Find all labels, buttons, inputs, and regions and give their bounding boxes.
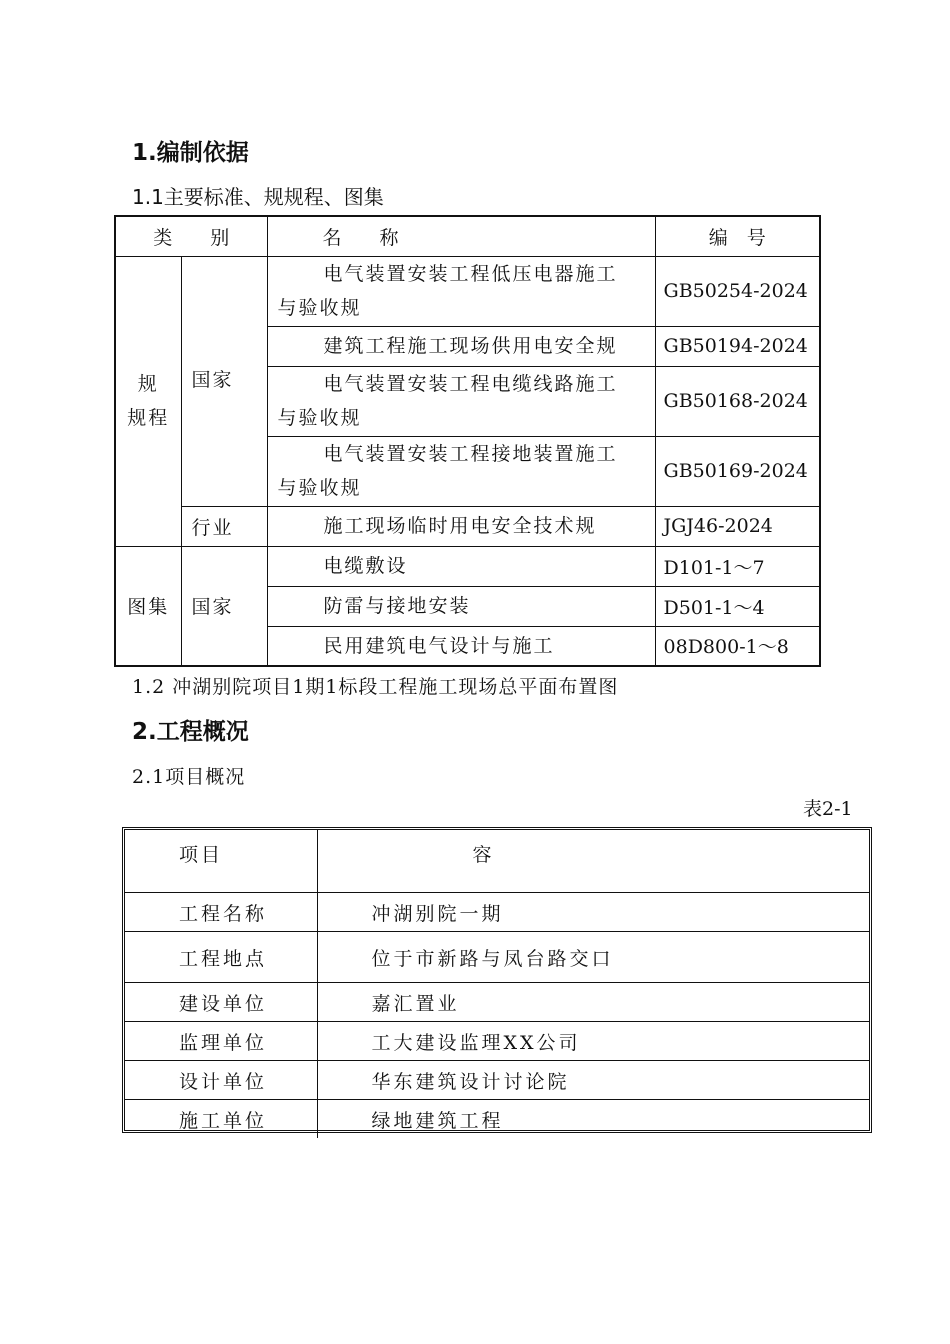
standard-code: D501-1～4 [655,586,820,626]
standard-code: D101-1～7 [655,546,820,586]
row-content: 冲湖别院一期 [317,893,869,932]
table-row [115,256,820,326]
header-name: 名 称 [267,216,655,256]
standard-name: 电气装置安装工程电缆线路施工 与验收规 [267,366,655,436]
standard-code: GB50254-2024 [655,256,820,326]
subcategory-national: 国家 [181,546,267,666]
standard-name: 电气装置安装工程低压电器施工 与验收规 [267,256,655,326]
standard-name: 施工现场临时用电安全技术规 [267,506,655,546]
row-item: 设计单位 [125,1061,317,1100]
table-row [125,1100,869,1139]
table-row [125,1061,869,1100]
standards-table [114,215,821,667]
row-content: 绿地建筑工程 [371,1109,504,1132]
standard-name: 防雷与接地安装 [267,586,655,626]
row-item: 工程地点 [125,932,317,983]
row-content: 工大建设监理XX公司 [317,1022,869,1061]
section-2-title: 2.工程概况 [132,719,249,745]
standard-code: GB50194-2024 [655,326,820,366]
row-content: 位于市新路与凤台路交口 [317,932,869,983]
row-item: 工程名称 [125,893,317,932]
row-content: 华东建筑设计讨论院 [317,1061,869,1100]
category-atlas: 图集 [115,546,181,666]
header-item: 项目 [125,830,317,893]
standard-name: 电缆敷设 [267,546,655,586]
standard-code: GB50169-2024 [655,436,820,506]
table-row [125,893,869,932]
standard-code: 08D800-1～8 [655,626,820,666]
standard-name: 建筑工程施工现场供用电安全规 [267,326,655,366]
standard-name: 电气装置安装工程接地装置施工 与验收规 [267,436,655,506]
category-regulation: 规 规程 [115,256,181,546]
row-item: 施工单位 [125,1100,317,1139]
header-code: 编 号 [655,216,820,256]
header-category: 类 别 [115,216,267,256]
table-row [115,546,820,586]
row-item: 监理单位 [125,1022,317,1061]
standard-code: GB50168-2024 [655,366,820,436]
table-row [125,1022,869,1061]
table-row [125,932,869,983]
table-row [125,983,869,1022]
section-1-2-title: 1.2 冲湖别院项目1期1标段工程施工现场总平面布置图 [132,676,619,698]
table-row [115,506,820,546]
table-label: 表2-1 [803,798,853,820]
section-1-title: 1.编制依据 [132,140,249,166]
standard-name: 民用建筑电气设计与施工 [267,626,655,666]
section-1-1-title: 1.1主要标准、规规程、图集 [132,185,384,209]
subcategory-national: 国家 [181,256,267,506]
project-overview-table [122,827,872,1133]
header-content: 容 [317,830,869,893]
row-content: 嘉汇置业 [317,983,869,1022]
table-header-row [125,830,869,893]
table-header-row [115,216,820,256]
section-2-1-title: 2.1项目概况 [132,766,246,788]
subcategory-industry: 行业 [181,506,267,546]
standard-code: JGJ46-2024 [655,506,820,546]
row-item: 建设单位 [125,983,317,1022]
